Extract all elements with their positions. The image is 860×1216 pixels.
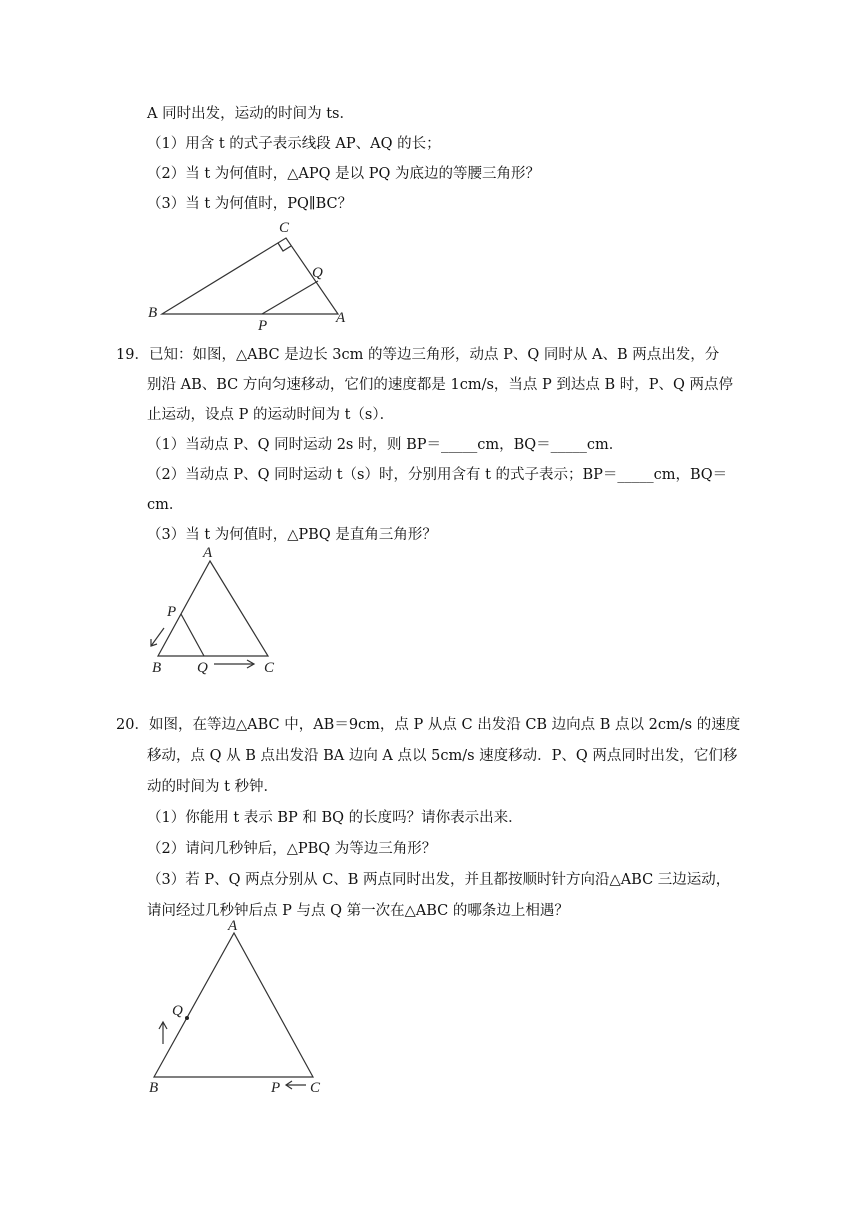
- label-b: B: [148, 305, 158, 321]
- q20-sub2: （2）请问几秒钟后，△PBQ 为等边三角形？: [147, 841, 437, 857]
- label-p: P: [258, 318, 268, 334]
- label-q: Q: [312, 265, 323, 281]
- q19-line2: 别沿 AB、BC 方向匀速移动，它们的速度都是 1cm/s，当点 P 到达点 B 时，P、Q 两点停: [147, 377, 733, 393]
- q19-sub2a: （2）当动点 P、Q 同时运动 t（s）时，分别用含有 t 的式子表示；BP＝_____cm，BQ＝: [147, 467, 728, 483]
- q20-sub1: （1）你能用 t 表示 BP 和 BQ 的长度吗？请你表示出来．: [147, 810, 523, 826]
- segment-pq: [262, 281, 318, 314]
- q18-continuation: A 同时出发，运动的时间为 ts．: [147, 106, 354, 122]
- right-angle-mark: [278, 243, 291, 251]
- q20-sub3a: （3）若 P、Q 两点分别从 C、B 两点同时出发，并且都按顺时针方向沿△ABC 三边运动，: [147, 872, 731, 888]
- point-q-dot: [185, 1016, 189, 1020]
- q20-line2: 移动，点 Q 从 B 点出发沿 BA 边向 A 点以 5cm/s 速度移动．P、Q 两点同时出发，它们移: [147, 748, 738, 764]
- label-p: P: [167, 604, 177, 620]
- q19-line1: 19．已知：如图，△ABC 是边长 3cm 的等边三角形，动点 P、Q 同时从 A、B 两点出发，分: [116, 347, 720, 363]
- q19-sub2b: cm．: [147, 497, 184, 513]
- q19-sub1: （1）当动点 P、Q 同时运动 2s 时，则 BP＝_____cm，BQ＝_____cm．: [147, 437, 624, 453]
- label-c: C: [279, 220, 290, 236]
- q20-sub3b: 请问经过几秒钟后点 P 与点 Q 第一次在△ABC 的哪条边上相遇？: [147, 903, 569, 919]
- label-p: P: [271, 1080, 281, 1096]
- label-a: A: [228, 918, 238, 934]
- label-a: A: [203, 545, 213, 561]
- q20-line1: 20．如图，在等边△ABC 中，AB＝9cm，点 P 从点 C 出发沿 CB 边向点 B 点以 2cm/s 的速度: [116, 717, 741, 733]
- q20-figure: [140, 918, 340, 1098]
- label-b: B: [149, 1080, 159, 1096]
- q18-sub1: （1）用含 t 的式子表示线段 AP、AQ 的长；: [147, 136, 441, 152]
- label-q: Q: [172, 1003, 183, 1019]
- q18-sub3: （3）当 t 为何值时，PQ∥BC？: [147, 196, 353, 212]
- segment-pq: [181, 614, 204, 656]
- q19-figure: [140, 544, 310, 684]
- label-c: C: [310, 1080, 321, 1096]
- label-c: C: [264, 660, 275, 676]
- label-q: Q: [197, 660, 208, 676]
- arrow-p-shaft: [151, 628, 164, 646]
- q18-figure: [140, 218, 360, 338]
- q18-sub2: （2）当 t 为何值时，△APQ 是以 PQ 为底边的等腰三角形？: [147, 166, 541, 182]
- label-a: A: [336, 310, 346, 326]
- label-b: B: [152, 660, 162, 676]
- q20-line3: 动的时间为 t 秒钟．: [147, 779, 279, 795]
- q19-line3: 止运动，设点 P 的运动时间为 t（s）．: [147, 407, 395, 423]
- q19-sub3: （3）当 t 为何值时，△PBQ 是直角三角形？: [147, 527, 437, 543]
